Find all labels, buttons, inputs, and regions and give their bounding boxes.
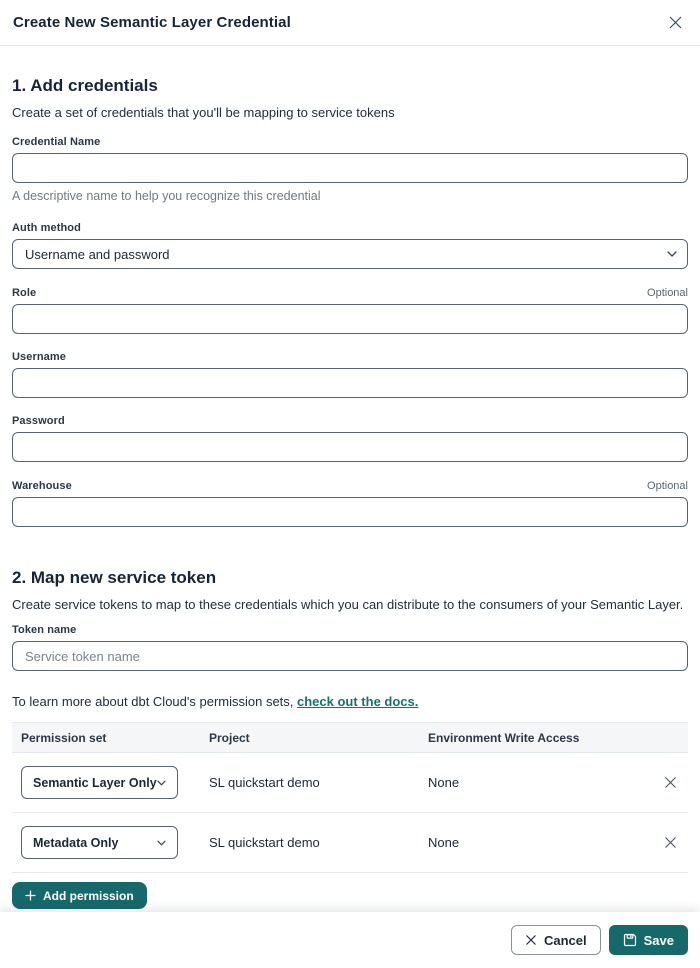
- close-icon: [525, 934, 537, 946]
- chevron-down-icon: [157, 840, 166, 846]
- auth-method-field-group: [12, 222, 688, 269]
- password-input[interactable]: [12, 432, 688, 462]
- modal-title: Create New Semantic Layer Credential: [13, 14, 291, 31]
- project-value: SL quickstart demo: [209, 835, 320, 850]
- username-field-group: [12, 351, 688, 398]
- column-header-project: Project: [209, 730, 250, 745]
- remove-row-button[interactable]: [658, 831, 682, 855]
- save-label: Save: [643, 932, 674, 948]
- plus-icon: [25, 890, 36, 901]
- permissions-table: [12, 722, 688, 873]
- role-input[interactable]: [12, 304, 688, 334]
- permission-set-selected-value: Semantic Layer Only: [33, 775, 157, 790]
- password-label: Password: [12, 415, 65, 427]
- save-button[interactable]: [609, 925, 688, 955]
- permissions-table-header: [12, 722, 688, 753]
- permission-set-selected-value: Metadata Only: [33, 835, 119, 850]
- credential-name-label: Credential Name: [12, 136, 101, 148]
- column-header-permission-set: Permission set: [21, 730, 107, 745]
- auth-method-select[interactable]: [12, 239, 688, 269]
- cancel-button[interactable]: [511, 925, 601, 955]
- role-optional-tag: Optional: [647, 287, 688, 299]
- token-name-field-group: [12, 624, 688, 671]
- table-row: [12, 813, 688, 873]
- credential-name-input[interactable]: [12, 153, 688, 183]
- auth-method-selected-value: Username and password: [25, 246, 170, 262]
- token-name-label: Token name: [12, 624, 77, 636]
- chevron-down-icon: [157, 780, 166, 786]
- modal-header: [0, 0, 700, 46]
- docs-text: To learn more about dbt Cloud's permission sets,: [12, 694, 298, 709]
- warehouse-field-group: [12, 480, 688, 527]
- section-1-subtitle: Create a set of credentials that you'll be mapping to service tokens: [12, 105, 395, 120]
- role-label: Role: [12, 287, 37, 299]
- close-icon: [668, 15, 683, 30]
- token-name-input[interactable]: [12, 641, 688, 671]
- permission-set-select[interactable]: [21, 766, 178, 799]
- close-icon: [664, 776, 677, 789]
- close-icon: [664, 836, 677, 849]
- modal-body: [0, 46, 700, 912]
- modal-footer: [0, 912, 700, 968]
- chevron-down-icon: [667, 251, 677, 258]
- credential-name-helper: A descriptive name to help you recognize this credential: [12, 189, 321, 203]
- auth-method-label: Auth method: [12, 222, 81, 234]
- remove-row-button[interactable]: [658, 771, 682, 795]
- warehouse-input[interactable]: [12, 497, 688, 527]
- warehouse-label: Warehouse: [12, 480, 72, 492]
- table-row: [12, 753, 688, 813]
- save-icon: [623, 933, 637, 947]
- environment-write-access-value: None: [428, 775, 460, 790]
- add-permission-button[interactable]: [12, 882, 147, 909]
- project-value: SL quickstart demo: [209, 775, 320, 790]
- permission-set-select[interactable]: [21, 826, 178, 859]
- docs-line: [12, 694, 688, 709]
- username-label: Username: [12, 351, 66, 363]
- section-2-heading: 2. Map new service token: [12, 568, 217, 587]
- column-header-environment-write-access: Environment Write Access: [428, 730, 580, 745]
- warehouse-optional-tag: Optional: [647, 480, 688, 492]
- environment-write-access-value: None: [428, 835, 460, 850]
- section-1-heading: 1. Add credentials: [12, 76, 158, 95]
- username-input[interactable]: [12, 368, 688, 398]
- role-field-group: [12, 287, 688, 334]
- docs-link[interactable]: check out the docs.: [297, 694, 419, 709]
- section-2-subtitle: Create service tokens to map to these credentials which you can distribute to the consumers of your Semantic Layer.: [12, 597, 684, 612]
- cancel-label: Cancel: [543, 932, 587, 948]
- credential-name-field-group: [12, 136, 688, 203]
- password-field-group: [12, 415, 688, 462]
- close-button[interactable]: [664, 12, 686, 34]
- add-permission-label: Add permission: [43, 888, 134, 903]
